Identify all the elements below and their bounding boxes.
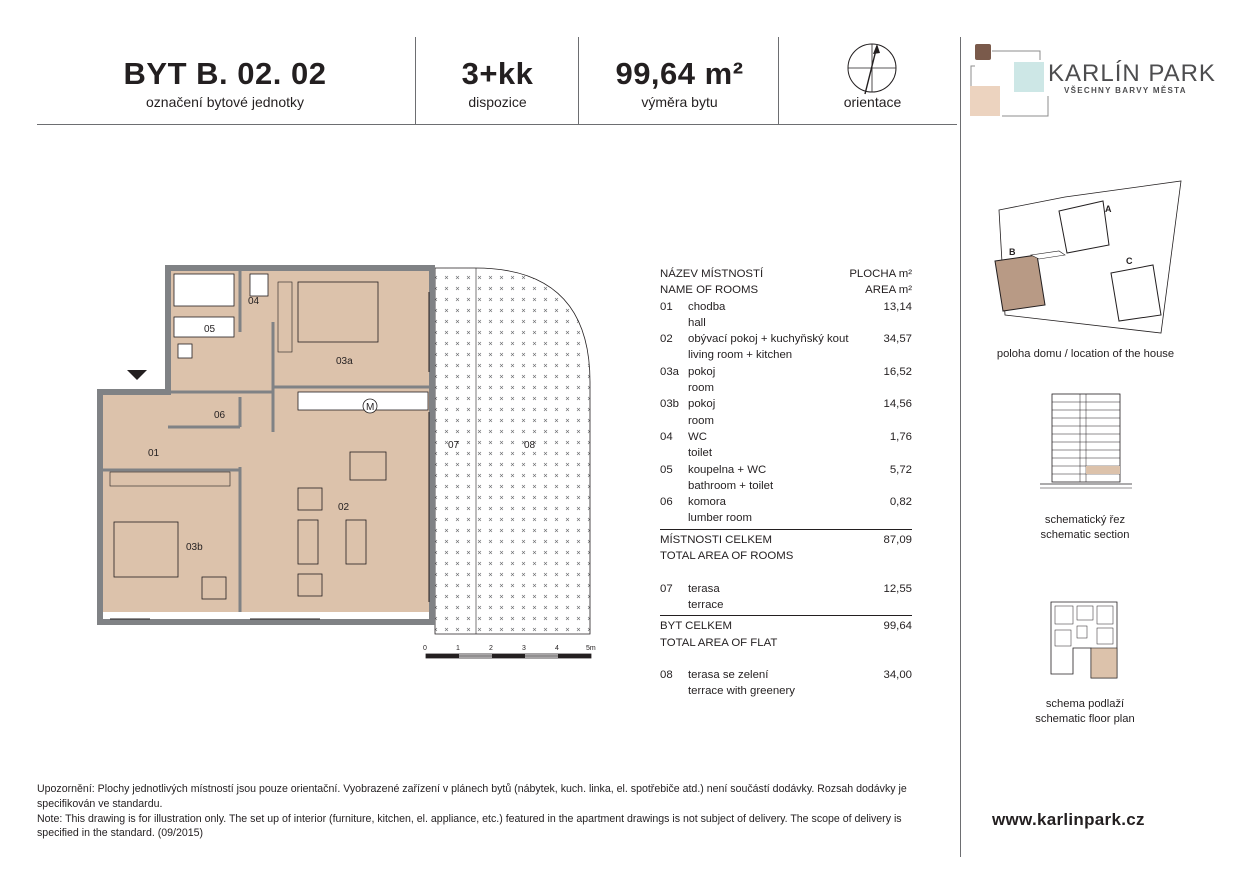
toilet-icon [250,274,268,296]
table-row: 03a pokoj 16,52 [660,365,912,378]
location-caption: poloha domu / location of the house [996,348,1175,360]
floor-caption-en: schematic floor plan [1035,713,1135,725]
scale-tick-label: 2 [489,645,493,652]
header-bottom-rule [37,124,957,125]
scale-tick-label: 1 [456,645,460,652]
unit-code-label: označení bytové jednotky [146,94,304,110]
logo-name: KARLÍN PARK [1048,60,1216,87]
disclaimer-en: Note: This drawing is for illustration only. The set up of interior (furniture, kitchen, el. appliance, etc.) featured in the apartment drawings is not subject of delivery. The scope of delivery is specified in the standard. (09/2015) [37,812,902,840]
room-04-label: 04 [248,296,260,307]
kitchen-appliance-label: M [366,402,375,413]
rooms-total-row: MÍSTNOSTI CELKEM 87,09 [660,533,912,546]
header-name-cz: NÁZEV MÍSTNOSTÍ [660,268,764,280]
room-02-label: 02 [338,502,350,513]
table-row: 03b pokoj 14,56 [660,398,912,411]
table-divider [660,529,912,530]
table-divider [660,615,912,616]
green-terrace-row-en: terrace with greenery [688,685,795,698]
website-link[interactable]: www.karlinpark.cz [992,810,1145,829]
site-location-map [985,175,1185,335]
apartment-floor [100,268,432,612]
scale-tick-label: 0 [423,645,427,652]
layout-type: 3+kk [461,56,534,91]
section-caption-cz: schematický řez [1044,514,1126,526]
section-caption-en: schematic section [1040,529,1130,541]
building-a-label: A [1105,204,1112,214]
flat-area: 99,64 m² [615,56,744,91]
logo-tagline: VŠECHNY BARVY MĚSTA [1064,86,1187,95]
table-row: 01 chodba 13,14 [660,300,912,313]
building-b-label: B [1009,247,1016,257]
table-row: room [688,382,714,395]
side-panel-divider [960,37,961,857]
schematic-section [1040,392,1132,512]
room-03b-label: 03b [186,542,203,553]
table-row: lumber room [688,512,752,525]
table-row: toilet [688,447,713,460]
header-divider [578,37,579,125]
unit-code: BYT B. 02. 02 [123,56,327,91]
orientation-label: orientace [843,94,902,110]
table-row: bathroom + toilet [688,479,774,492]
table-row: 02 obývací pokoj + kuchyňský kout 34,57 [660,333,912,346]
terrace-green-area [435,268,590,634]
scale-tick-label: 5m [586,645,596,652]
entrance-arrow-icon [127,370,147,380]
header-divider [778,37,779,125]
flat-total-row-en: TOTAL AREA OF FLAT [660,636,778,649]
room-05-label: 05 [204,324,216,335]
table-row: 05 koupelna + WC 5,72 [660,463,912,476]
schematic-floor-plan [1045,598,1125,682]
building-c-label: C [1126,256,1133,266]
header-area-cz: PLOCHA m² [849,268,912,280]
layout-label: dispozice [468,94,527,110]
table-row: hall [688,316,706,329]
sink-icon [178,344,192,358]
room-03a-label: 03a [336,356,353,367]
room-08-label: 08 [524,440,536,451]
terrace-row-en: terrace [688,598,724,611]
room-06-label: 06 [214,410,226,421]
floor-caption-cz: schema podlaží [1045,698,1125,710]
scale-tick-label: 4 [555,645,559,652]
header-name-en: NAME OF ROOMS [660,284,759,297]
room-07-label: 07 [448,440,460,451]
table-row: 06 komora 0,82 [660,496,912,509]
room-01-label: 01 [148,448,160,459]
terrace-row: 07 terasa 12,55 [660,582,912,595]
table-row: living room + kitchen [688,349,793,362]
scale-bar [420,642,600,670]
flat-total-row: BYT CELKEM 99,64 [660,620,912,633]
flat-area-label: výměra bytu [641,94,718,110]
green-terrace-row: 08 terasa se zelení 34,00 [660,669,912,682]
room-area-table [660,266,912,700]
header-divider [415,37,416,125]
table-row: room [688,414,714,427]
rooms-total-row-en: TOTAL AREA OF ROOMS [660,550,794,563]
scale-tick-label: 3 [522,645,526,652]
table-row: 04 WC 1,76 [660,430,912,443]
disclaimer [37,782,917,841]
header-area-en: AREA m² [865,284,912,297]
disclaimer-cz: Upozornění: Plochy jednotlivých místností jsou pouze orientační. Vyobrazené zařízení v plánech bytů (nábytek, kuch. linka, el. spotřebiče atd.) není součástí dodávky. Rozsah dodávky je specifikován ve standardu. [37,783,907,810]
floor-plan [90,262,610,642]
north-arrow-icon [840,40,906,100]
